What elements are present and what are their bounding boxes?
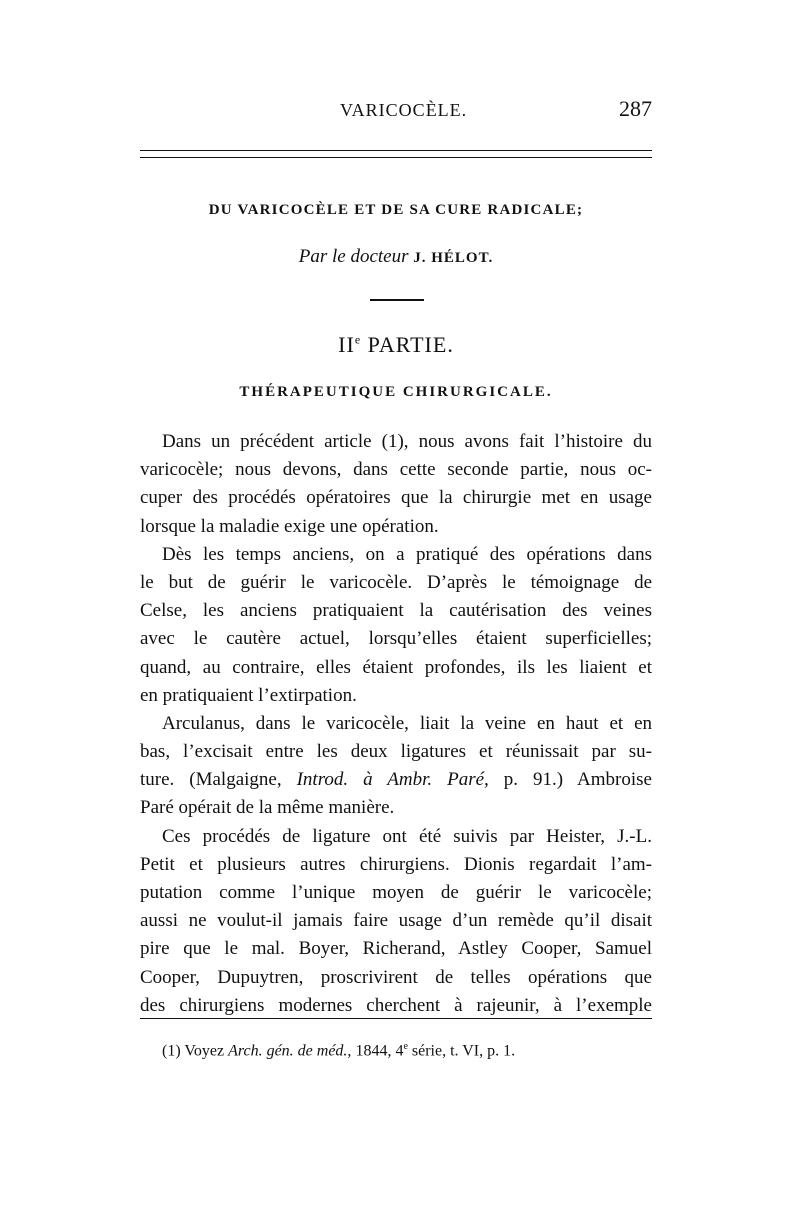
text-line: Ces procédés de ligature ont été suivis par Heister, J.-L. <box>162 825 652 847</box>
section-subtitle: THÉRAPEUTIQUE CHIRURGICALE. <box>239 384 553 400</box>
part-word: PARTIE. <box>361 332 454 357</box>
text-line: Petit et plusieurs autres chirurgiens. Dionis regardait l’am- <box>140 853 652 875</box>
article-title: DU VARICOCÈLE ET DE SA CURE RADICALE; <box>208 202 584 218</box>
text-line: Cooper, Dupuytren, proscrivirent de telles opérations que <box>140 966 652 988</box>
text-line: cuper des procédés opératoires que la chirurgie met en usage <box>140 487 652 509</box>
text-line: avec le cautère actuel, lorsqu’elles étaient superficielles; <box>140 628 652 650</box>
text-line: Celse, les anciens pratiquaient la cautérisation des veines <box>140 600 652 622</box>
text-line: pire que le mal. Boyer, Richerand, Astley Cooper, Samuel <box>140 938 652 960</box>
text-line <box>140 766 652 794</box>
footnote-marker: (1) Voyez <box>162 1042 229 1060</box>
text-line: quand, au contraire, elles étaient profondes, ils les liaient et <box>140 656 652 678</box>
text-run: ture. (Malgaigne, <box>140 769 297 791</box>
text-line: bas, l’excisait entre les deux ligatures et réunissait par su- <box>140 741 652 763</box>
text-line: varicocèle; nous devons, dans cette seconde partie, nous oc- <box>140 459 652 481</box>
part-numeral-superscript: e <box>354 332 362 347</box>
running-title: VARICOCÈLE. <box>340 100 468 120</box>
byline-prefix: Par le docteur <box>298 246 409 267</box>
part-numeral: II <box>338 332 355 357</box>
text-line: Arculanus, dans le varicocèle, liait la veine en haut et en <box>162 712 652 734</box>
footnote <box>162 1041 652 1060</box>
text-line: Dans un précédent article (1), nous avons fait l’histoire du <box>162 431 652 452</box>
text-line: des chirurgiens modernes cherchent à rajeunir, à l’exemple <box>140 994 652 1016</box>
part-heading <box>140 332 652 358</box>
footnote-rule <box>140 1018 652 1019</box>
author-name: J. HÉLOT. <box>413 250 494 266</box>
text-line: Paré opérait de la même manière. <box>140 797 395 819</box>
citation-italic: Introd. à Ambr. Paré, <box>296 769 489 791</box>
footnote-details-end: série, t. VI, p. 1. <box>407 1042 516 1060</box>
footnote-source: Arch. gén. de méd., <box>228 1042 352 1060</box>
text-run: p. 91.) Ambroise <box>488 769 652 791</box>
byline <box>140 246 652 268</box>
footnote-details: 1844, 4 <box>351 1042 404 1060</box>
title-separator-rule <box>370 299 424 301</box>
page-header <box>140 96 652 126</box>
text-line: putation comme l’unique moyen de guérir le varicocèle; <box>140 882 652 903</box>
text-line: lorsque la maladie exige une opération. <box>140 515 439 537</box>
text-line: en pratiquaient l’extirpation. <box>140 684 357 706</box>
body-text <box>140 428 652 1020</box>
page-number: 287 <box>619 96 652 121</box>
header-double-rule <box>140 150 652 158</box>
footnote-superscript: e <box>403 1041 408 1052</box>
text-line: le but de guérir le varicocèle. D’après le témoignage de <box>140 571 652 593</box>
text-line: Dès les temps anciens, on a pratiqué des opérations dans <box>162 543 652 565</box>
text-line: aussi ne voulut-il jamais faire usage d’un remède qu’il disait <box>140 910 652 932</box>
